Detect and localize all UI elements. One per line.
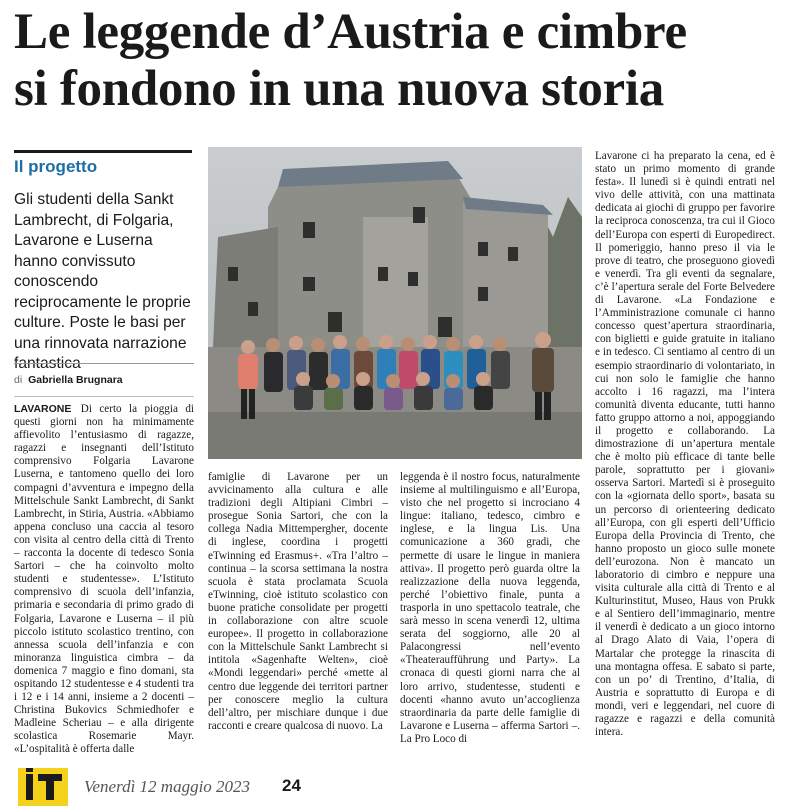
headline-line-1: Le leggende d’Austria e cimbre	[14, 4, 687, 60]
byline-prefix: di	[14, 374, 23, 386]
group-photo-fort	[208, 147, 582, 459]
article-column-3: leggenda è il nostro focus, naturalmente insieme al multilinguismo e all’Europa, visto che nel progetto si incrociano 4 lingue: italiano, tedesco, cimbro e inglese, e la lingua Lis. Una comunicazione a 360 gradi, che permette di usare le lingue in maniera attiva». Il progetto però guarda oltre la realizzazione della nuova leggenda, perché l’obiettivo finale, punta a trasporla in uno spettacolo teatrale, che sarà messo in scena venerdì 12, ultima serata del soggiorno, alle 20 al Palacongressi nell’evento «Theateraufführung und Party». La cronaca di questi giorni narra che al loro arrivo, studentesse, studenti e docenti «hanno avuto un’accoglienza straordinaria da parte delle famiglie di Lavarone e Luserna – afferma Sartori –. La Pro Loco di	[400, 471, 580, 745]
sidebar-summary: Gli studenti della Sankt Lambrecht, di Folgaria, Lavarone e Luserna hanno convissuto conoscendo reciprocamente le proprie culture. Poste le basi per una rinnovata narrazione fantastica	[14, 191, 191, 372]
sidebar-header	[14, 150, 192, 177]
article-column-1-text: Di certo la pioggia di questi giorni non ha minimamente affievolito l’entusiasmo di ragazze, ragazzi e insegnanti dell’Istituto comprensivo Folgaria Lavarone Luserna, e tantomeno quello dei loro compagni d’avventura e impegno della Mittelschule Sankt Lambrecht, di Sankt Lambrecht, in Stiria, Austria. «Abbiamo appena concluso una caccia al tesoro con visita al centro della città di Trento – racconta la docente di tedesco Sonia Sartori – che ha coinvolto molto studenti e studentesse». L’Istituto comprensivo di scuola dell’infanzia, primaria e secondaria di primo grado di Folgaria, Lavarone e Luserna – il più piccolo istituto scolastico trentino, con annessa scuola dell’infanzia e con minoranza linguistica cimbra – da domenica 7 maggio e fino domani, sta ospitando 12 studentesse e 4 studenti tra i 12 e i 14 anni, insieme a 2 docenti – Christina Bukovics Schmiedhofer e Madleine Scheriau – e alla dirigente scolastica Rosemarie Mayr. «L’ospitalità è offerta dalle	[14, 403, 194, 756]
article-column-2: famiglie di Lavarone per un avvicinamento alla cultura e alle tradizioni degli Altipiani Cimbri – prosegue Sonia Sartori, che con la collega Nadia Mittempergher, docente di inglese, coordina i progetti eTwinning ed Erasmus+. «Tra l’altro – continua – la scorsa settimana la nostra scuola è stata proclamata Scuola eTwinning, cioè istituto scolastico con buone pratiche consolidate per progetti in collaborazione con altre scuole europee». Il progetto in collaborazione con la Mittelschule Sankt Lambrecht si intitola «Sagenhafte Welten», cioè «Mondi leggendari» perché «mette al centro due leggende dei territori partner per conoscere meglio la cultura dell’altro, per mischiare dunque i due racconti e creare qualcosa di nuovo. La	[208, 471, 388, 732]
article-column-4: Lavarone ci ha preparato la cena, ed è stato un primo momento di grande festa». Il lunedì si è quindi entrati nel vivo delle attività, con una mattinata dedicata ai giochi di gruppo per favorire la reciproca conoscenza, tra cui il Gioco dell’Europa con esperti di Europedirect. Il pomeriggio, hanno preso il via le prove di teatro, che proseguono giovedì e venerdì. Tra gli eventi da segnalare, c’è l’apertura serale del Forte Belvedere di Lavarone. «La Fondazione e l’Amministrazione comunale ci hanno concesso quest’apertura straordinaria, con biglietti e guide gratuite in italiano e in tedesco. Ci sentiamo al centro di un esempio straordinario di volontariato, in cui non solo le famiglie che hanno accolto i 16 ragazzi, ma l’intera comunità diventa educante, tutti hanno fatto gruppo attorno a noi, appoggiando il progetto e collaborando. La dimostrazione di un’apertura mentale che è molto più efficace di tante belle parole, soprattutto per i giovani» osserva Sartori. Martedì si è proseguito con la «giornata dello sport», basata su un percorso di orienteering dedicato all’Europa, con gli esperti dell’Ufficio Europa della Provincia di Trento, che hanno proposto un gioco sulle monete dell’eurozona. Non è mancato un laboratorio di cimbro e neppure una visita culturale alla città di Trento e al Kulturinstitut, Museo, Haus von Prukk e al Sentiero dell’immaginario, mentre il venerdì è dedicato a un gioco intorno al Drago Alato di Vaia, l’opera di Martalar che protegge la rinascita di una montagna offesa. E sabato si parte, con un po’ di Trentino, d’Italia, di Austria e soprattutto di Europa e di mondi, veri e leggendari, nel cuore di ragazze e ragazzi e della comunità intera.	[595, 150, 775, 739]
page-number: 24	[282, 776, 301, 795]
article-dateline: LAVARONE	[14, 403, 72, 415]
footer-date: Venerdì 12 maggio 2023	[84, 777, 251, 796]
headline	[14, 4, 784, 118]
divider	[14, 396, 194, 397]
newspaper-logo	[18, 768, 68, 806]
article-column-1	[14, 403, 194, 757]
sidebar-title: Il progetto	[14, 157, 98, 176]
headline-line-2: si fondono in una nuova storia	[14, 61, 664, 117]
byline-author: Gabriella Brugnara	[28, 374, 123, 386]
byline	[14, 363, 194, 386]
